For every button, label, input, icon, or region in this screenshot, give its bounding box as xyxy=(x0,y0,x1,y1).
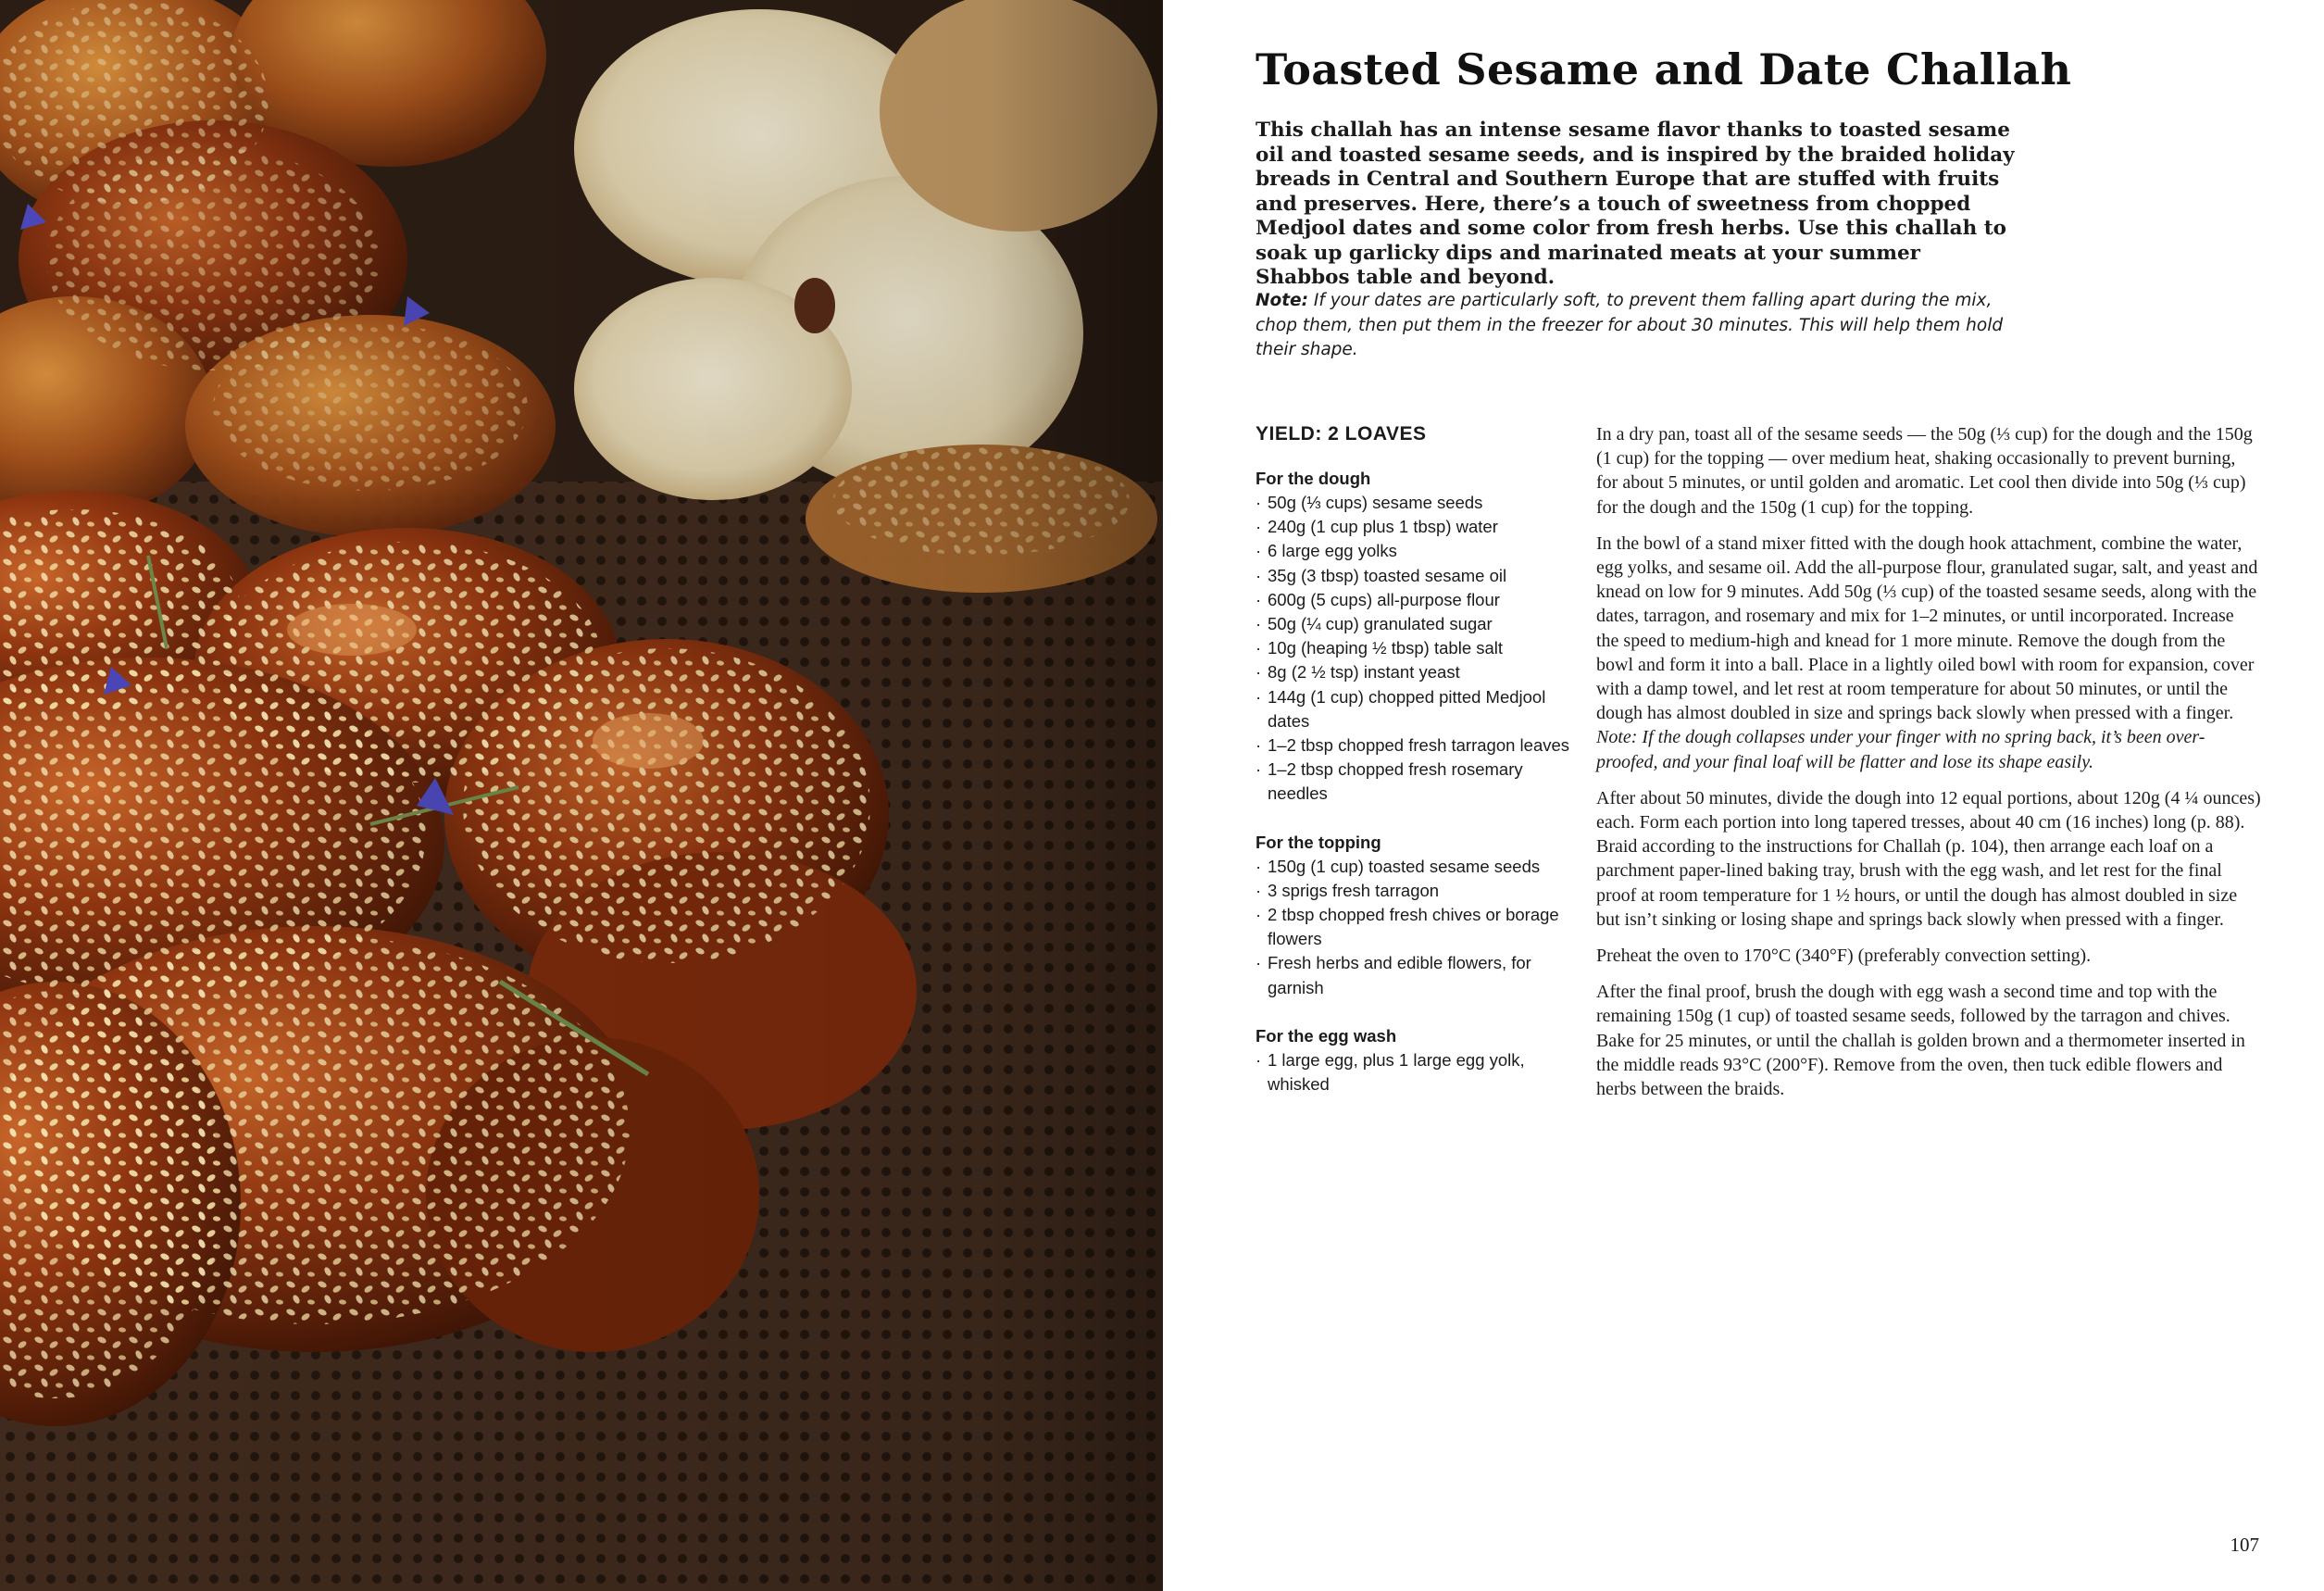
method-step-2-text: In the bowl of a stand mixer fitted with the dough hook attachment, combine the water, egg yolks, and sesame oil. Add the all-purpose flour, granulated sugar, salt, and yeast and knead on low for 9 minutes. Add 50g (⅓ cup) of the toasted sesame seeds, along with the dates, tarragon, and rosemary and mix for 1–2 minutes, or until incorporated. Increase the speed to medium-high and knead for 1 more minute. Remove the dough from the bowl and form it into a ball. Place in a lightly oiled bowl with room for expansion, cover with a damp towel, and let rest at room temperature for about 50 minutes, or until the dough has almost doubled in size and springs back slowly when pressed with a finger. xyxy=(1596,532,2258,724)
ingredients-column xyxy=(1256,422,1575,1121)
ingredient-item: · 3 sprigs fresh tarragon xyxy=(1256,879,1575,903)
page-number: 107 xyxy=(2230,1534,2259,1556)
yield-heading: YIELD: 2 LOAVES xyxy=(1256,423,1427,445)
ingredient-item: · 50g (⅓ cups) sesame seeds xyxy=(1256,491,1575,515)
dough-heading: For the dough xyxy=(1256,469,1371,488)
method-step-2 xyxy=(1596,532,2261,774)
method-step-4: Preheat the oven to 170°C (340°F) (preferably convection setting). xyxy=(1596,946,2092,967)
ingredient-item: · 50g (¼ cup) granulated sugar xyxy=(1256,612,1575,636)
note-text: If your dates are particularly soft, to prevent them falling apart during the mix, chop them, then put them in the freezer for about 30 minutes. This will help them hold their shape. xyxy=(1256,291,2004,359)
ingredient-item: · 1–2 tbsp chopped fresh rosemary needles xyxy=(1256,758,1575,806)
ingredient-item: · 1 large egg, plus 1 large egg yolk, whisked xyxy=(1256,1048,1575,1096)
recipe-intro: This challah has an intense sesame flavor thanks to toasted sesame oil and toasted sesame seeds, and is inspired by the braided holiday breads in Central and Southern Europe that are stuffed with fruits and preserves. Here, there’s a touch of sweetness from chopped Medjool dates and some color from fresh herbs. Use this challah to soak up garlicky dips and marinated meats at your summer Shabbos table and beyond. xyxy=(1256,119,2015,289)
ingredient-item: · 600g (5 cups) all-purpose flour xyxy=(1256,588,1575,612)
recipe-note xyxy=(1256,289,2015,363)
ingredient-item: · Fresh herbs and edible flowers, for garnish xyxy=(1256,951,1575,999)
ingredient-item: · 150g (1 cup) toasted sesame seeds xyxy=(1256,855,1575,879)
ingredient-item: · 1–2 tbsp chopped fresh tarragon leaves xyxy=(1256,733,1575,758)
ingredient-item: · 10g (heaping ½ tbsp) table salt xyxy=(1256,636,1575,660)
method-step-3: After about 50 minutes, divide the dough into 12 equal portions, about 120g (4 ¼ ounces) each. Form each portion into long tapered tresses, about 40 cm (16 inches) long (p. 88). Braid according to the instructions for Challah (p. 104), then arrange each loaf on a parchment paper-lined baking tray, brush with the egg wash, and let rest for the final proof at room temperature for 1 ½ hours, or until the dough has almost doubled in size but isn’t sinking or losing shape and springs back slowly when pressed with a finger. xyxy=(1596,787,2261,930)
topping-heading: For the topping xyxy=(1256,832,1381,852)
method-column xyxy=(1596,422,2261,1113)
method-step-1: In a dry pan, toast all of the sesame seeds — the 50g (⅓ cup) for the dough and the 150g (1 cup) for the topping — over medium heat, shaking occasionally to prevent burning, for about 5 minutes, or until golden and aromatic. Let cool then divide into 50g (⅓ cup) for the dough and the 150g (1 cup) for the topping. xyxy=(1596,424,2253,518)
egg-wash-heading: For the egg wash xyxy=(1256,1025,1397,1046)
method-step-2-note: Note: If the dough collapses under your finger with no spring back, it’s been over-proofed, and your final loaf will be flatter and lose its shape easily. xyxy=(1596,727,2205,772)
recipe-page xyxy=(1163,0,2324,1591)
dough-ingredient-list xyxy=(1256,491,1575,807)
method-step-5: After the final proof, brush the dough with egg wash a second time and top with the remaining 150g (1 cup) of toasted sesame seeds, followed by the tarragon and chives. Bake for 25 minutes, or until the challah is golden brown and a thermometer inserted in the middle reads 93°C (200°F). Remove from the oven, then tuck edible flowers and herbs between the braids. xyxy=(1596,982,2245,1100)
ingredient-item: · 35g (3 tbsp) toasted sesame oil xyxy=(1256,564,1575,588)
ingredient-item: · 8g (2 ½ tsp) instant yeast xyxy=(1256,660,1575,684)
recipe-title: Toasted Sesame and Date Challah xyxy=(1256,44,2072,94)
topping-ingredient-list xyxy=(1256,855,1575,1000)
ingredient-item: · 2 tbsp chopped fresh chives or borage flowers xyxy=(1256,903,1575,951)
ingredient-item: · 6 large egg yolks xyxy=(1256,539,1575,563)
ingredient-item: · 240g (1 cup plus 1 tbsp) water xyxy=(1256,515,1575,539)
ingredient-item: · 144g (1 cup) chopped pitted Medjool dates xyxy=(1256,685,1575,733)
note-label: Note: xyxy=(1256,291,1308,310)
egg-wash-ingredient-list xyxy=(1256,1048,1575,1096)
